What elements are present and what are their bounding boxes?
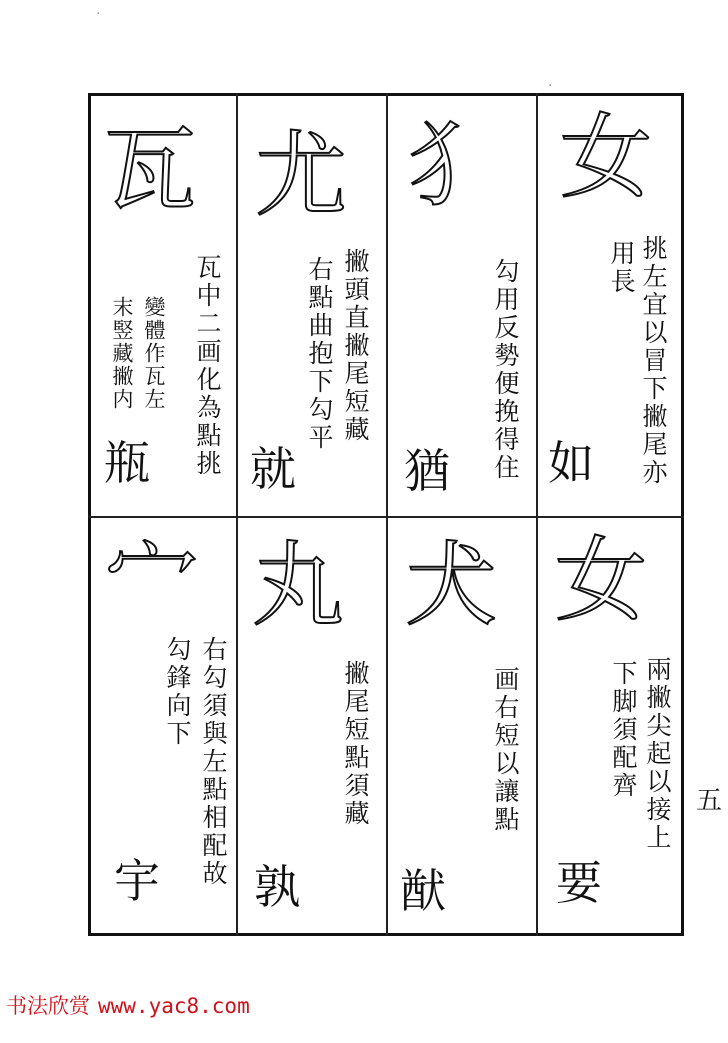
component-glyph: 宀 xyxy=(106,527,199,634)
note-text: 變體作瓦左 xyxy=(142,296,166,411)
note-text: 撇頭直撇尾短藏 xyxy=(341,248,370,444)
example-character: 宇 xyxy=(114,854,160,908)
note-text: 撇尾短點須藏 xyxy=(341,660,370,828)
note-text: 用長 xyxy=(607,240,636,296)
note-text: 勾鋒向下 xyxy=(163,636,192,748)
component-glyph: 女 xyxy=(555,527,648,634)
site-name: 书法欣赏 xyxy=(6,994,90,1018)
page-number: 五 xyxy=(695,786,722,816)
note-text: 挑左宜以冒下撇尾亦 xyxy=(639,235,668,487)
note-text: 兩撇尖起以接上 xyxy=(643,656,672,852)
scan-speck: · xyxy=(96,6,101,22)
note-text: 瓦中二画化為點挑 xyxy=(193,254,222,478)
example-character: 就 xyxy=(250,442,296,496)
component-glyph: 丸 xyxy=(252,532,345,639)
example-character: 孰 xyxy=(254,860,300,914)
component-glyph: 瓦 xyxy=(104,117,197,224)
column-divider xyxy=(386,93,388,936)
note-text: 画右短以讓點 xyxy=(491,666,520,834)
note-text: 末竪藏撇内 xyxy=(110,296,134,411)
component-glyph: 犬 xyxy=(405,532,498,639)
component-glyph: 女 xyxy=(560,104,653,211)
row-divider xyxy=(88,516,684,518)
note-text: 右勾須與左點相配故 xyxy=(199,636,228,888)
example-character: 要 xyxy=(556,856,602,910)
note-text: 勾用反勢便挽得住 xyxy=(491,258,520,482)
site-url: www.yac8.com xyxy=(98,994,250,1018)
column-divider xyxy=(536,93,538,936)
note-text: 下脚須配齊 xyxy=(609,660,638,800)
example-character: 瓶 xyxy=(104,436,150,490)
component-glyph: 犭 xyxy=(408,112,501,219)
note-text: 右點曲抱下勾平 xyxy=(305,256,334,452)
example-character: 猶 xyxy=(404,444,450,498)
example-character: 如 xyxy=(548,436,594,490)
watermark-footer xyxy=(6,990,250,1020)
column-divider xyxy=(236,93,238,936)
scan-speck: · xyxy=(548,78,553,94)
component-glyph: 尤 xyxy=(255,122,348,229)
example-character: 猷 xyxy=(400,864,446,918)
